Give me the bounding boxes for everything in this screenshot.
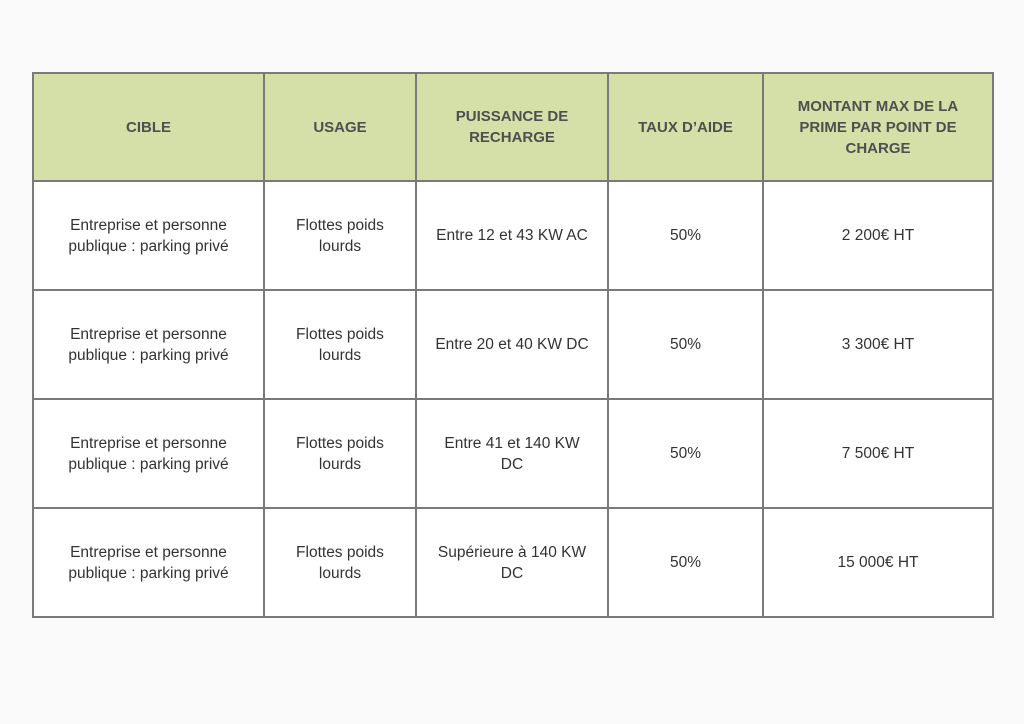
cell-puissance: Entre 41 et 140 KW DC — [416, 399, 608, 508]
cell-usage: Flottes poids lourds — [264, 181, 416, 290]
cell-puissance: Entre 12 et 43 KW AC — [416, 181, 608, 290]
cell-montant: 3 300€ HT — [763, 290, 993, 399]
cell-montant: 15 000€ HT — [763, 508, 993, 617]
table-row — [33, 399, 993, 508]
cell-puissance: Entre 20 et 40 KW DC — [416, 290, 608, 399]
header-montant: MONTANT MAX DE LA PRIME PAR POINT DE CHARGE — [763, 73, 993, 181]
table-header — [33, 73, 993, 181]
cell-cible: Entreprise et personne publique : parking privé — [33, 399, 264, 508]
aid-table-container — [32, 72, 992, 616]
cell-usage: Flottes poids lourds — [264, 508, 416, 617]
table-row — [33, 508, 993, 617]
header-puissance: PUISSANCE DE RECHARGE — [416, 73, 608, 181]
aid-table — [32, 72, 994, 618]
header-row — [33, 73, 993, 181]
cell-cible: Entreprise et personne publique : parking privé — [33, 508, 264, 617]
cell-puissance: Supérieure à 140 KW DC — [416, 508, 608, 617]
cell-cible: Entreprise et personne publique : parking privé — [33, 181, 264, 290]
cell-montant: 2 200€ HT — [763, 181, 993, 290]
cell-cible: Entreprise et personne publique : parking privé — [33, 290, 264, 399]
header-cible: CIBLE — [33, 73, 264, 181]
cell-taux: 50% — [608, 290, 763, 399]
cell-taux: 50% — [608, 508, 763, 617]
table-row — [33, 181, 993, 290]
table-row — [33, 290, 993, 399]
cell-usage: Flottes poids lourds — [264, 290, 416, 399]
cell-taux: 50% — [608, 181, 763, 290]
cell-taux: 50% — [608, 399, 763, 508]
header-usage: USAGE — [264, 73, 416, 181]
table-body — [33, 181, 993, 617]
cell-montant: 7 500€ HT — [763, 399, 993, 508]
header-taux: TAUX D’AIDE — [608, 73, 763, 181]
cell-usage: Flottes poids lourds — [264, 399, 416, 508]
